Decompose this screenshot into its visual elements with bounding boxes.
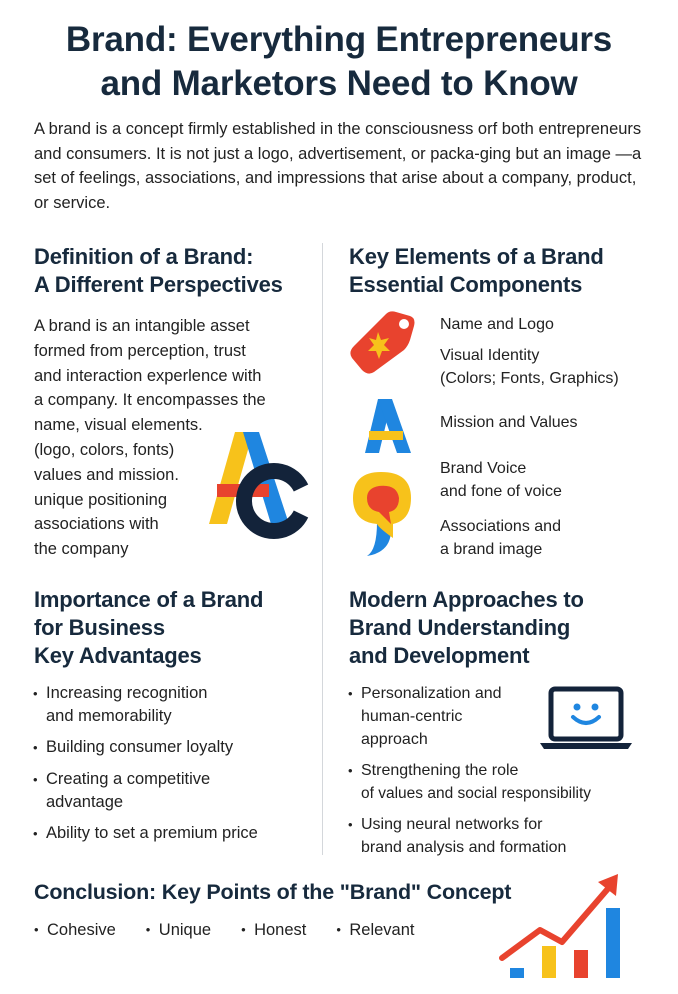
laptop-smiley-icon xyxy=(540,687,632,751)
importance-heading xyxy=(34,586,263,670)
price-tag-icon xyxy=(348,310,418,376)
key-element-item xyxy=(440,515,561,561)
definition-heading-line1: Definition of a Brand: xyxy=(34,244,254,269)
definition-line: associations with xyxy=(34,515,159,534)
a-c-logo-icon xyxy=(205,428,305,530)
modern-item-line1: • Using neural networks for xyxy=(361,816,543,833)
definition-line: A brand is an intangible asset xyxy=(34,317,250,335)
importance-item-line2: and memorability xyxy=(46,707,172,725)
modern-item-line1: • Personalization and xyxy=(361,685,502,702)
key-element-item xyxy=(440,344,619,390)
conclusion-item: • Unique xyxy=(146,921,211,940)
column-divider xyxy=(322,243,323,855)
intro-paragraph: A brand is a concept firmly established in the consciousness orf both entrepreneurs and consumers. It is not just a logo, advertisement, or packa-ging but an image —a set of feelings, associations, and impressions that arise about a company, product, or service. xyxy=(34,120,642,212)
key-element-item xyxy=(440,411,578,434)
definition-line: and interaction experlence with xyxy=(34,366,262,385)
modern-list-item xyxy=(348,759,591,805)
letter-a-icon xyxy=(357,397,413,455)
modern-heading-line1: Modern Approaches to xyxy=(349,587,584,612)
importance-heading-line2: for Business xyxy=(34,615,165,640)
definition-line: (logo, colors, fonts) xyxy=(34,440,175,459)
modern-item-line2: human-centric xyxy=(361,708,463,725)
key-element-item xyxy=(440,457,562,503)
conclusion-items xyxy=(34,921,445,940)
modern-item-line2: brand analysis and formation xyxy=(361,839,567,856)
modern-heading-line2: Brand Understanding xyxy=(349,615,571,640)
importance-item-line1: • Building consumer loyalty xyxy=(46,738,234,756)
key-element-label: Visual Identity xyxy=(440,347,540,364)
key-element-label: Name and Logo xyxy=(440,316,554,333)
key-element-item xyxy=(440,313,554,336)
importance-heading-line3: Key Advantages xyxy=(34,643,202,668)
page-title-line1: Brand: Everything Entrepreneurs xyxy=(65,20,613,59)
importance-item-line2: advantage xyxy=(46,793,124,811)
speech-bubble-icon xyxy=(349,468,415,560)
key-element-sublabel: (Colors; Fonts, Graphics) xyxy=(440,370,619,387)
importance-item-line1: • Increasing recognition xyxy=(46,684,208,702)
importance-item-line1: • Creating a competitive xyxy=(46,770,211,788)
importance-item-line1: • Ability to set a premium price xyxy=(46,824,258,842)
definition-line: the company xyxy=(34,540,129,559)
modern-list-item xyxy=(348,813,591,859)
key-element-sublabel: and fone of voice xyxy=(440,483,562,500)
conclusion-item: • Honest xyxy=(241,921,306,940)
modern-approaches-heading xyxy=(349,586,584,670)
conclusion-item: • Relevant xyxy=(336,921,414,940)
definition-line: name, visual elements. xyxy=(34,416,203,435)
importance-list-item xyxy=(33,822,258,845)
importance-list-item xyxy=(33,682,258,728)
definition-heading xyxy=(34,243,283,299)
importance-list xyxy=(33,682,258,845)
modern-item-line3: approach xyxy=(361,731,428,748)
key-element-sublabel: a brand image xyxy=(440,541,543,558)
importance-heading-line1: Importance of a Brand xyxy=(34,587,264,612)
definition-line: unique positioning xyxy=(34,490,168,509)
modern-item-line2: of values and social responsibility xyxy=(361,785,592,802)
definition-line: a company. It encompasses the xyxy=(34,391,266,410)
definition-heading-line2: A Different Perspectives xyxy=(34,272,283,297)
growth-chart-icon xyxy=(500,872,624,980)
definition-line: formed from perception, trust xyxy=(34,341,246,360)
page-title-line2: and Marketors Need to Know xyxy=(100,64,578,103)
modern-item-line1: • Strengthening the role xyxy=(361,762,519,779)
importance-list-item xyxy=(33,768,258,814)
key-elements-heading-line1: Key Elements of a Brand xyxy=(349,244,604,269)
modern-heading-line3: and Development xyxy=(349,643,530,668)
importance-list-item xyxy=(33,736,258,759)
key-elements-heading xyxy=(349,243,604,299)
definition-line: values and mission. xyxy=(34,465,179,484)
page-title xyxy=(0,18,678,106)
key-element-label: Mission and Values xyxy=(440,414,578,431)
key-element-label: Associations and xyxy=(440,518,561,535)
key-elements-heading-line2: Essential Components xyxy=(349,272,583,297)
key-element-label: Brand Voice xyxy=(440,460,527,477)
conclusion-item: • Cohesive xyxy=(34,921,116,940)
conclusion-heading: Conclusion: Key Points of the "Brand" Concept xyxy=(34,880,512,904)
